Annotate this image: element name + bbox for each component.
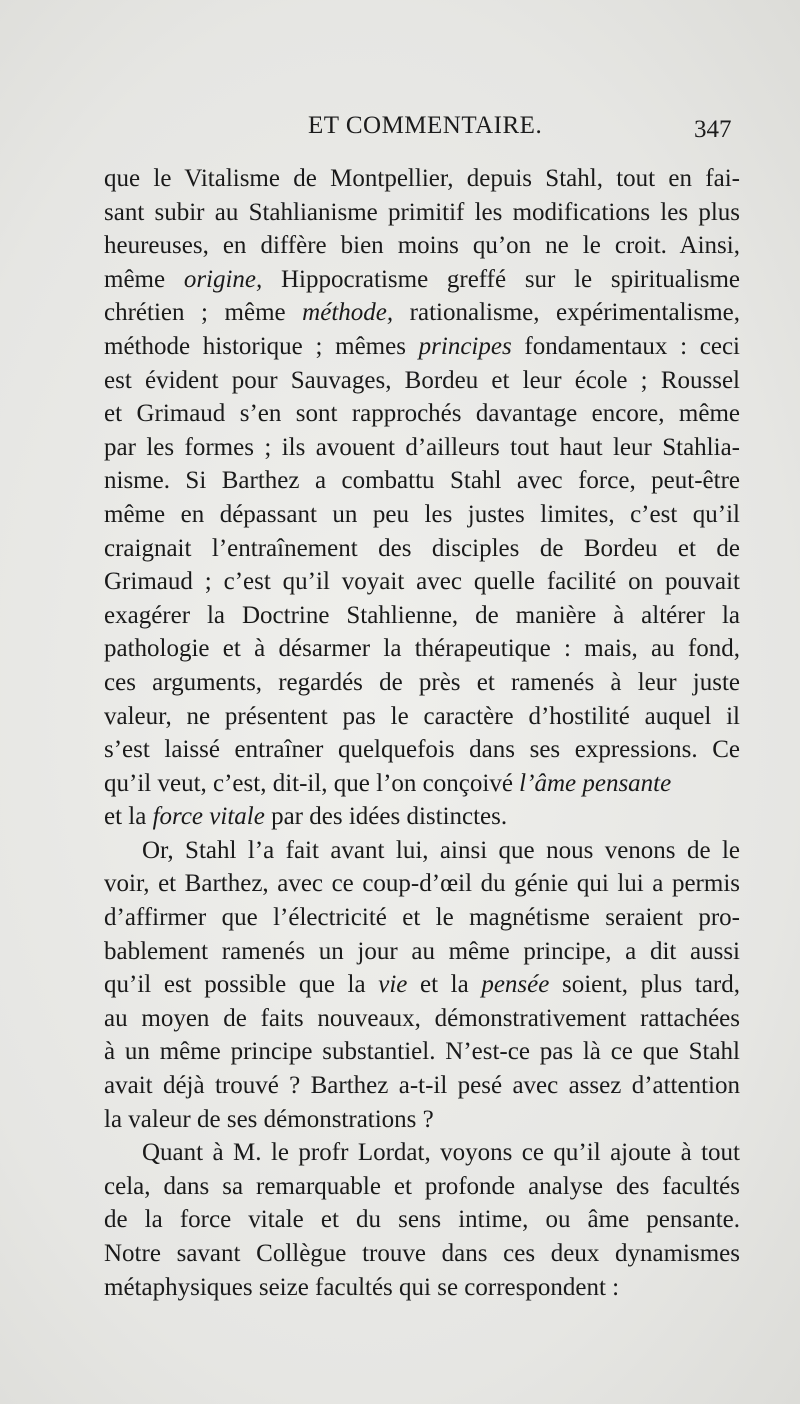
italic-text: force vitale — [152, 803, 265, 831]
text-line — [104, 1170, 740, 1204]
text-line — [104, 431, 740, 465]
text-span: valeur, ne présentent pas le caractère d’hostilité auquel il — [104, 702, 740, 730]
italic-text: origine, — [183, 265, 263, 293]
text-line — [104, 296, 740, 330]
text-span: avait déjà trouvé ? Barthez a-t-il pesé avec assez d’attention — [104, 1072, 740, 1100]
text-span: même — [104, 265, 184, 293]
text-line — [104, 733, 740, 767]
italic-text: l’âme pensante — [519, 769, 672, 797]
text-span: méthode historique ; mêmes — [104, 332, 419, 360]
text-span: heureuses, en diffère bien moins qu’on ne le croit. Ainsi, — [104, 232, 740, 260]
text-span: qu’il est possible que la — [104, 971, 379, 999]
text-line — [104, 1103, 740, 1137]
text-span: métaphysiques seize facultés qui se correspondent : — [104, 1273, 620, 1301]
text-span: même en dépassant un peu les justes limites, c’est qu’il — [104, 500, 740, 528]
text-line — [104, 901, 740, 935]
text-span: fondamentaux : ceci — [511, 332, 740, 360]
page-number: 347 — [694, 116, 732, 143]
text-line — [104, 565, 740, 599]
text-span: exagérer la Doctrine Stahlienne, de manière à altérer la — [104, 601, 740, 629]
text-span: qu’il veut, c’est, dit-il, que l’on conçoivé — [104, 769, 520, 797]
text-line — [104, 632, 740, 666]
text-span: que le Vitalisme de Montpellier, depuis Stahl, tout en fai- — [104, 165, 740, 192]
text-span: Hippocratisme greffé sur le spiritualisme — [262, 265, 740, 293]
text-span: et la — [407, 971, 482, 999]
text-span: soient, plus tard, — [549, 971, 740, 999]
page-header — [0, 112, 800, 152]
text-line — [104, 599, 740, 633]
text-span: et Grimaud s’en sont rapprochés davantage encore, même — [104, 400, 740, 428]
text-span: Notre savant Collègue trouve dans ces deux dynamismes — [104, 1240, 740, 1267]
italic-text: vie — [378, 971, 408, 999]
text-span: bablement ramenés un jour au même principe, a dit aussi — [104, 937, 740, 965]
text-line — [104, 1002, 740, 1036]
text-span: chrétien ; même — [104, 299, 303, 327]
text-line — [104, 162, 740, 196]
text-line — [104, 229, 740, 263]
italic-text: pensée — [481, 971, 550, 999]
text-line — [104, 1271, 740, 1305]
text-line — [104, 834, 740, 868]
text-span: Quant à M. le profr Lordat, voyons ce qu’il ajoute à tout — [142, 1139, 740, 1167]
text-span: à un même principe substantiel. N’est-ce pas là ce que Stahl — [104, 1038, 740, 1066]
text-line — [104, 666, 740, 700]
text-span: est évident pour Sauvages, Bordeu et leur école ; Roussel — [104, 366, 740, 394]
text-span: craignait l’entraînement des disciples de Bordeu et de — [104, 534, 740, 562]
text-span: et la — [104, 803, 153, 831]
text-span: voir, et Barthez, avec ce coup-d’œil du génie qui lui a permis — [104, 870, 740, 898]
text-line — [104, 1035, 740, 1069]
text-span: nisme. Si Barthez a combattu Stahl avec force, peut-être — [104, 467, 740, 495]
text-span: rationalisme, expérimentalisme, — [393, 299, 740, 327]
text-line — [104, 397, 740, 431]
text-line — [104, 532, 740, 566]
text-line — [104, 330, 740, 364]
body-text — [104, 162, 740, 1304]
text-line — [104, 1237, 740, 1271]
text-span: s’est laissé entraîner quelquefois dans ses expressions. Ce — [104, 736, 740, 764]
italic-text: méthode, — [302, 299, 394, 327]
text-line — [104, 935, 740, 969]
text-line — [104, 767, 740, 801]
text-span: Grimaud ; c’est qu’il voyait avec quelle facilité on pouvait — [104, 568, 740, 596]
text-line — [104, 968, 740, 1002]
text-line — [104, 867, 740, 901]
text-line — [104, 700, 740, 734]
text-span: la valeur de ses démonstrations ? — [104, 1105, 434, 1133]
italic-text: principes — [418, 332, 512, 360]
text-span: par des idées distinctes. — [264, 803, 508, 831]
text-line — [104, 364, 740, 398]
text-span: de la force vitale et du sens intime, ou âme pensante. — [104, 1206, 740, 1234]
text-span: d’affirmer que l’électricité et le magnétisme seraient pro- — [104, 904, 740, 932]
text-line — [104, 800, 740, 834]
text-line — [104, 1136, 740, 1170]
text-line — [104, 196, 740, 230]
text-span: pathologie et à désarmer la thérapeutique : mais, au fond, — [104, 635, 740, 663]
running-title: ET COMMENTAIRE. — [308, 112, 543, 139]
text-line — [104, 464, 740, 498]
text-span: cela, dans sa remarquable et profonde analyse des facultés — [104, 1172, 740, 1200]
text-span: par les formes ; ils avouent d’ailleurs tout haut leur Stahlia- — [104, 433, 740, 461]
text-line — [104, 498, 740, 532]
text-line — [104, 1069, 740, 1103]
text-line — [104, 1203, 740, 1237]
text-span: ces arguments, regardés de près et ramenés à leur juste — [104, 668, 740, 696]
text-span: sant subir au Stahlianisme primitif les modifications les plus — [104, 198, 740, 226]
text-span: Or, Stahl l’a fait avant lui, ainsi que nous venons de le — [142, 836, 740, 864]
text-span: au moyen de faits nouveaux, démonstrativement rattachées — [104, 1004, 740, 1032]
text-line — [104, 263, 740, 297]
